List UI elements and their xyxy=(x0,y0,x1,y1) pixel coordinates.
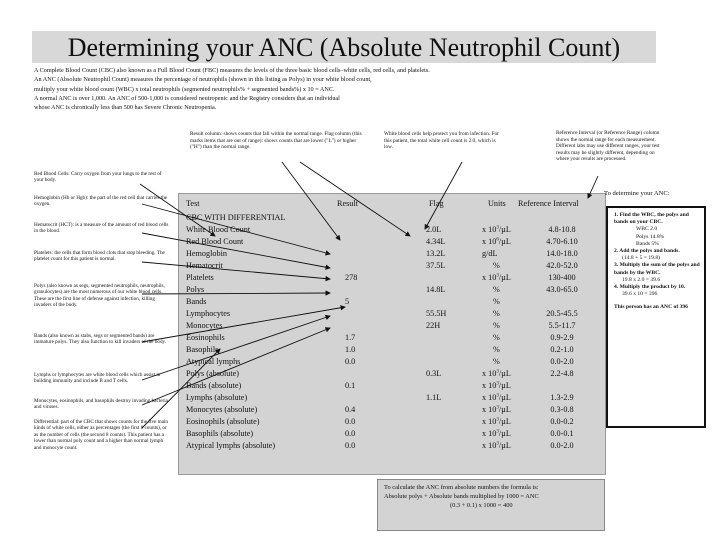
step-1-bands: Bands 5% xyxy=(636,240,659,247)
intro-line: A normal ANC is over 1,000. An ANC of 500-1,000 is considered neutropenic and the Registry considers that an individual xyxy=(34,94,340,102)
cell-test: Hematocrit xyxy=(186,261,223,270)
cell-reference: 43.0-65.0 xyxy=(546,285,578,294)
cell-units: x $10^3/\mu L$ xyxy=(482,393,511,402)
step-2: 2. Add the polys and bands. xyxy=(614,248,680,255)
cell-units: x $10^3/\mu L$ xyxy=(482,417,511,426)
cell-test: Basophils (absolute) xyxy=(186,429,254,438)
table-row xyxy=(179,380,607,392)
cell-flag: 14.8L xyxy=(426,285,446,294)
white-blood-cells-note: White blood cells help protect you from infection. For this patient, the total white cell count is 2.0, which is low. xyxy=(384,131,499,150)
column-header-flag: Flag xyxy=(429,199,444,208)
cell-test: Polys (absolute) xyxy=(186,369,239,378)
table-row xyxy=(179,236,607,248)
cell-reference: 0.3-0.8 xyxy=(550,405,574,414)
cell-result: 0.0 xyxy=(345,357,356,366)
intro-text xyxy=(34,66,634,112)
table-row xyxy=(179,224,607,236)
cell-test: Bands (absolute) xyxy=(186,381,242,390)
reference-interval-note: Reference Interval (or Reference Range) column shows the normal range for each measurement. Different labs may use different ranges, your test results may be slightly different, depending on where your results are processed. xyxy=(556,130,660,162)
cell-reference: 14.0-18.0 xyxy=(546,249,578,258)
side-note-polys: Polys (also known as segs, segmented neutrophils, neutrophils, granulocytes) are the most numerous of our white blood cells. These are the first line of defense against infection, killing invaders of the body. xyxy=(34,283,165,309)
cell-units: % xyxy=(493,285,500,294)
cell-result: 1.7 xyxy=(345,333,356,342)
cell-result: 5 xyxy=(345,297,350,306)
intro-line: whose ANC is chronically less than 500 has Severe Chronic Neutropenia. xyxy=(34,104,217,112)
table-row xyxy=(179,284,607,296)
cell-flag: 1.1L xyxy=(426,393,442,402)
cell-reference: 4.70-6.10 xyxy=(546,237,578,246)
howto-label: To determine your ANC: xyxy=(604,190,670,197)
page-title: Determining your ANC (Absolute Neutrophil Count) xyxy=(67,33,621,62)
cell-reference: 42.0-52.0 xyxy=(546,261,578,270)
formula-line-2: Absolute polys + Absolute bands multiplied by 1000 = ANC xyxy=(384,492,539,500)
table-row xyxy=(179,440,607,452)
cell-reference: 0.2-1.0 xyxy=(550,345,574,354)
result-flag-note: Result column: shows counts that fall within the normal range. Flag column (this marks items that are out of range): shows counts that are lower ("L") or higher ("H") than the normal range. xyxy=(190,131,362,150)
anc-steps-box xyxy=(606,206,706,428)
step-1-wbc: WBC 2.0 xyxy=(636,226,658,233)
cell-test: Atypical lymphs xyxy=(186,357,241,366)
cell-flag: 13.2L xyxy=(426,249,446,258)
side-note-hematocrit: Hematocrit (HCT): is a measure of the amount of red blood cells in the blood. xyxy=(34,222,169,235)
lab-results-table xyxy=(178,193,606,475)
formula-line-3: (0.3 + 0.1) x 1000 = 400 xyxy=(450,501,513,509)
cell-units: x $10^3/\mu L$ xyxy=(482,369,511,378)
cell-flag: 2.0L xyxy=(426,225,442,234)
cell-test: Monocytes xyxy=(186,321,223,330)
table-row xyxy=(179,428,607,440)
table-row xyxy=(179,296,607,308)
cell-reference: 1.3-2.9 xyxy=(550,393,574,402)
formula-line-1: To calculate the ANC from absolute numbers the formula is: xyxy=(384,484,539,491)
table-row xyxy=(179,248,607,260)
side-note-lymphs: Lymphs or lymphocytes are white blood cells which assist in building immunity and include B and T cells. xyxy=(34,372,161,385)
table-row xyxy=(179,260,607,272)
cell-flag: 0.3L xyxy=(426,369,442,378)
cell-units: % xyxy=(493,333,500,342)
cell-units: g/dL xyxy=(482,249,498,258)
step-2-calc: (14.8 + 5 = 19.8) xyxy=(622,255,661,262)
cell-test: Monocytes (absolute) xyxy=(186,405,258,414)
table-row xyxy=(179,392,607,404)
step-1: 1. Find the WBC, the polys and bands on your CBC. xyxy=(614,212,689,226)
cell-reference: 20.5-45.5 xyxy=(546,309,578,318)
cell-units: x $10^3/\mu L$ xyxy=(482,273,511,282)
cell-test: CBC WITH DIFFERENTIAL xyxy=(186,213,286,222)
cell-test: Lymphs (absolute) xyxy=(186,393,248,402)
step-3-calc: 19.8 x 2.0 = 39.6 xyxy=(622,276,661,283)
cell-units: x $10^3/\mu L$ xyxy=(482,225,511,234)
cell-result: 0.0 xyxy=(345,429,356,438)
anc-result: This person has an ANC of 396 xyxy=(614,304,688,311)
cell-test: Eosinophils xyxy=(186,333,225,342)
step-4-calc: 39.6 x 10 = 396 xyxy=(622,291,658,298)
cell-test: White Blood Count xyxy=(186,225,251,234)
cell-units: % xyxy=(493,261,500,270)
side-note-bands: Bands (also known as stabs, segs or segmented bands) are immature polys. They also function to kill invaders of the body. xyxy=(34,333,167,346)
cell-result: 1.0 xyxy=(345,345,356,354)
cell-units: x $10^3/\mu L$ xyxy=(482,429,511,438)
cell-flag: 55.5H xyxy=(426,309,447,318)
formula-box xyxy=(377,479,605,531)
cell-test: Atypical lymphs (absolute) xyxy=(186,441,276,450)
cell-reference: 5.5-11.7 xyxy=(548,321,576,330)
cell-reference: 0.0-0.2 xyxy=(550,417,574,426)
cell-reference: 130-400 xyxy=(548,273,576,282)
step-4: 4. Multiply the product by 10. xyxy=(614,284,686,291)
cell-result: 278 xyxy=(345,273,358,282)
column-header-result: Result xyxy=(337,199,358,208)
table-row xyxy=(179,332,607,344)
table-row xyxy=(179,368,607,380)
intro-line: An ANC (Absolute Neutrophil Count) measures the percentage of neutrophils (shown in this listing as Polys) in your white blood count, xyxy=(34,76,372,84)
cell-result: 0.1 xyxy=(345,381,356,390)
side-note-platelets: Platelets: the cells that form blood clots that stop bleeding. The platelet count for this patient is normal. xyxy=(34,250,165,263)
cell-units: % xyxy=(493,321,500,330)
cell-test: Hemoglobin xyxy=(186,249,227,258)
side-note-monocytes: Monocytes, eosinophils, and basophils destroy invading bacteria and viruses. xyxy=(34,398,168,411)
intro-line: multiply your white blood count (WBC) x total neutrophils (segmented neutrophils% + segmented bands%) x 10 = ANC. xyxy=(34,85,335,93)
cell-units: % xyxy=(493,297,500,306)
table-row xyxy=(179,308,607,320)
cell-units: % xyxy=(493,357,500,366)
table-row xyxy=(179,416,607,428)
column-header-units: Units xyxy=(488,199,506,208)
cell-flag: 4.34L xyxy=(426,237,446,246)
cell-units: x $10^3/\mu L$ xyxy=(482,441,511,450)
cell-test: Bands xyxy=(186,297,207,306)
table-row xyxy=(179,272,607,284)
step-3: 3. Multiply the sum of the polys and bands by the WBC. xyxy=(614,262,700,276)
step-1-polys: Polys 14.8% xyxy=(636,233,665,240)
table-row xyxy=(179,404,607,416)
intro-line: A Complete Blood Count (CBC) also known as a Full Blood Count (FBC) measures the levels of the three basic blood cells–white cells, red cells, and platelets. xyxy=(34,67,430,74)
side-note-differential: Differential: part of the CBC that shows counts for the five main kinds of white cells, either as percentages (the first 8 counts), or as the number of cells (the second 8 counts). This patient has a lower than normal poly count and a higher than normal lymph and monocyte count. xyxy=(34,419,169,451)
cell-result: 0.0 xyxy=(345,441,356,450)
table-row xyxy=(179,212,607,224)
cell-test: Polys xyxy=(186,285,205,294)
table-row xyxy=(179,320,607,332)
cell-reference: 4.8-10.8 xyxy=(548,225,576,234)
cell-reference: 0.0-0.1 xyxy=(550,429,574,438)
cell-test: Eosinophils (absolute) xyxy=(186,417,260,426)
cell-units: x $10^3/\mu L$ xyxy=(482,381,511,390)
cell-units: % xyxy=(493,309,500,318)
cell-flag: 37.5L xyxy=(426,261,446,270)
cell-result: 0.0 xyxy=(345,417,356,426)
cell-units: % xyxy=(493,345,500,354)
cell-test: Platelets xyxy=(186,273,214,282)
column-header-reference: Reference Interval xyxy=(518,199,579,208)
table-row xyxy=(179,344,607,356)
side-note-hemoglobin: Hemoglobin (Hb or Hgb): the part of the red cell that carries the oxygen. xyxy=(34,195,168,208)
cell-test: Red Blood Count xyxy=(186,237,244,246)
cell-reference: 0.9-2.9 xyxy=(550,333,574,342)
column-header-test: Test xyxy=(186,199,200,208)
cell-result: 0.4 xyxy=(345,405,356,414)
cell-units: x $10^3/\mu L$ xyxy=(482,405,511,414)
cell-units: x $10^6/\mu L$ xyxy=(482,237,511,246)
side-note-rbc: Red Blood Cells: Carry oxygen from your lungs to the rest of your body. xyxy=(34,171,162,184)
cell-reference: 0.0-2.0 xyxy=(550,357,574,366)
cell-flag: 22H xyxy=(426,321,441,330)
cell-test: Basophils xyxy=(186,345,219,354)
cell-reference: 2.2-4.8 xyxy=(550,369,574,378)
cell-test: Lymphocytes xyxy=(186,309,231,318)
table-row xyxy=(179,356,607,368)
cell-reference: 0.0-2.0 xyxy=(550,441,574,450)
